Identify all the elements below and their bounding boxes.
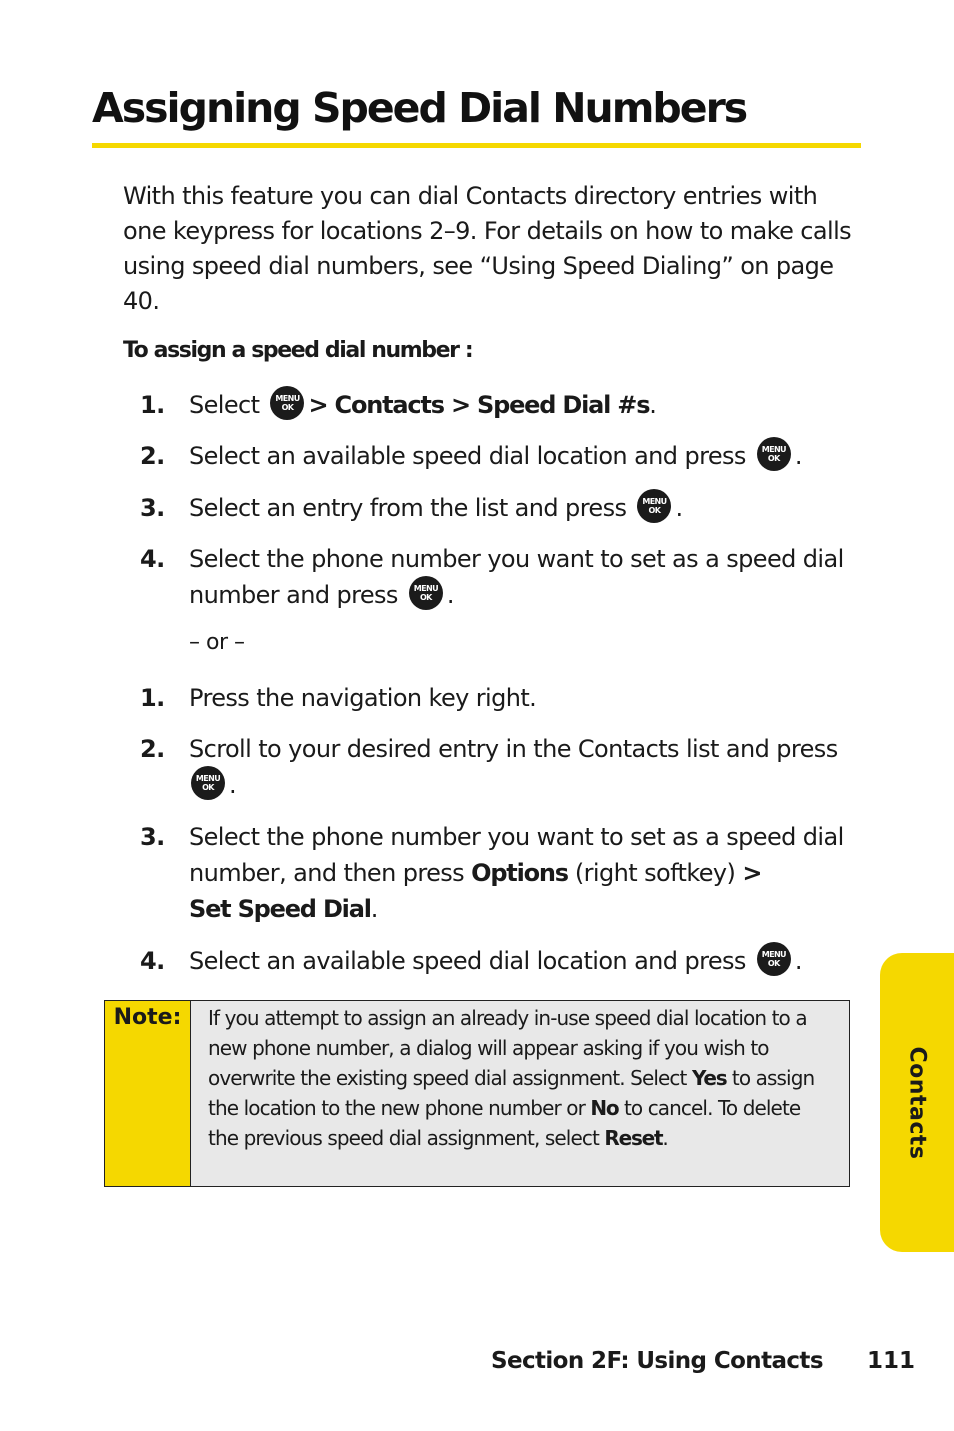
title-underline bbox=[92, 143, 861, 148]
step-number: 4. bbox=[140, 545, 165, 573]
arrow-icon: > bbox=[742, 859, 762, 887]
section-side-tab bbox=[880, 953, 954, 1252]
note-text: If you attempt to assign an already in-use speed dial location to a new phone number, a dialog will appear asking if you wish to overwrite the existing speed dial assignment. Select Yes to assign the location to the new phone number or No to cancel. To delete the previous speed dial assignment, select Reset. bbox=[191, 1001, 849, 1186]
procedure-heading: To assign a speed dial number : bbox=[123, 338, 473, 363]
menu-ok-key-icon: MENU OK bbox=[191, 766, 225, 800]
step-text: Select an available speed dial location and press MENU OK . bbox=[189, 438, 859, 474]
menu-ok-key-icon: MENU OK bbox=[757, 437, 791, 471]
menu-ok-key-icon: MENU OK bbox=[270, 386, 304, 420]
no-option: No bbox=[590, 1096, 619, 1120]
step-text: Press the navigation key right. bbox=[189, 684, 537, 712]
intro-paragraph: With this feature you can dial Contacts directory entries with one keypress for locations 2–9. For details on how to make calls using speed dial numbers, see “Using Speed Dialing” on page 40. bbox=[123, 182, 852, 315]
step-number: 3. bbox=[140, 823, 165, 851]
set-speed-dial-option: Set Speed Dial bbox=[189, 895, 371, 923]
menu-path: > Contacts > Speed Dial #s bbox=[308, 391, 650, 419]
step-number: 1. bbox=[140, 391, 165, 419]
footer-section-title: Section 2F: Using Contacts bbox=[491, 1348, 823, 1374]
step-number: 4. bbox=[140, 947, 165, 975]
page-title: Assigning Speed Dial Numbers bbox=[92, 84, 747, 132]
page-number: 111 bbox=[867, 1348, 916, 1374]
note-box bbox=[104, 1000, 850, 1187]
step-number: 2. bbox=[140, 442, 165, 470]
step-number: 3. bbox=[140, 494, 165, 522]
note-label: Note: bbox=[105, 1001, 191, 1186]
step-text: Select an available speed dial location and press MENU OK . bbox=[189, 943, 859, 979]
step-number: 2. bbox=[140, 735, 165, 763]
step-text: Select the phone number you want to set as a speed dial number and press MENU OK . bbox=[189, 545, 844, 609]
step-text: Select an entry from the list and press MENU OK . bbox=[189, 490, 859, 526]
menu-ok-key-icon: MENU OK bbox=[409, 576, 443, 610]
step-text: Select MENU OK > Contacts > Speed Dial #s. bbox=[189, 387, 859, 423]
yes-option: Yes bbox=[691, 1066, 727, 1090]
step-text: Scroll to your desired entry in the Contacts list and press MENU OK . bbox=[189, 735, 838, 799]
step-number: 1. bbox=[140, 684, 165, 712]
or-separator: – or – bbox=[189, 630, 245, 655]
menu-ok-key-icon: MENU OK bbox=[637, 489, 671, 523]
reset-option: Reset bbox=[604, 1126, 663, 1150]
menu-ok-key-icon: MENU OK bbox=[757, 942, 791, 976]
step-text: Select the phone number you want to set as a speed dial number, and then press Options (right softkey) > Set Speed Dial. bbox=[189, 823, 844, 923]
options-softkey: Options bbox=[471, 859, 568, 887]
side-tab-label: Contacts bbox=[904, 1046, 930, 1159]
